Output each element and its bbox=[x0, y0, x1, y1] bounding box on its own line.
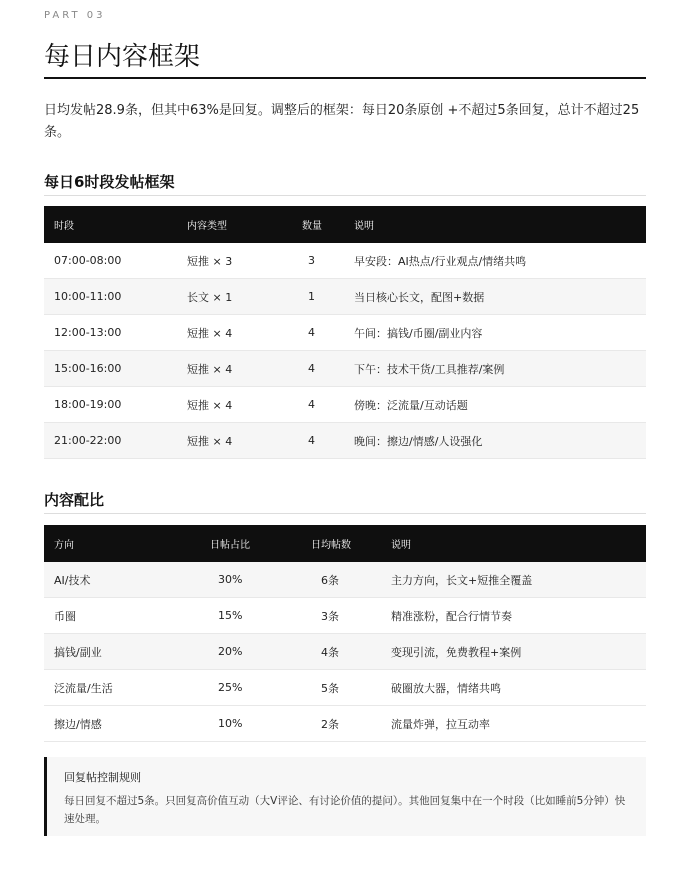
ratio-daily: 5条 bbox=[321, 681, 339, 695]
ratio-note: 主力方向，长文+短推全覆盖 bbox=[391, 573, 533, 587]
ratio-direction: AI/技术 bbox=[54, 573, 91, 587]
ratio-heading: 内容配比 bbox=[44, 491, 105, 509]
ratio-col-daily: 日均帖数 bbox=[311, 540, 351, 551]
schedule-note: 早安段：AI热点/行业观点/情绪共鸣 bbox=[354, 254, 527, 268]
part-label: PART 03 bbox=[44, 10, 106, 21]
ratio-share: 20% bbox=[218, 645, 243, 658]
table-row bbox=[44, 315, 646, 351]
schedule-time: 07:00-08:00 bbox=[54, 254, 122, 267]
schedule-col-count: 数量 bbox=[302, 221, 322, 232]
schedule-note: 晚间：擦边/情感/人设强化 bbox=[354, 434, 483, 448]
schedule-note: 傍晚：泛流量/互动话题 bbox=[354, 398, 468, 412]
table-row bbox=[44, 423, 646, 459]
table-row bbox=[44, 387, 646, 423]
ratio-daily: 3条 bbox=[321, 609, 339, 623]
table-row bbox=[44, 670, 646, 706]
table-row bbox=[44, 598, 646, 634]
table-row bbox=[44, 279, 646, 315]
ratio-note: 变现引流，免费教程+案例 bbox=[391, 645, 522, 659]
ratio-daily: 2条 bbox=[321, 717, 339, 731]
schedule-count: 4 bbox=[308, 326, 315, 339]
schedule-note: 当日核心长文，配图+数据 bbox=[354, 290, 485, 304]
callout-title: 回复帖控制规则 bbox=[64, 771, 141, 784]
ratio-col-note: 说明 bbox=[391, 540, 411, 551]
ratio-direction: 搞钱/副业 bbox=[54, 645, 102, 659]
intro-paragraph: 日均发帖28.9条，但其中63%是回复。调整后的框架：每日20条原创 +不超过5条回复，总计不超过25条。 bbox=[44, 103, 640, 140]
schedule-count: 4 bbox=[308, 362, 315, 375]
ratio-direction: 币圈 bbox=[54, 609, 76, 623]
ratio-col-share: 日帖占比 bbox=[210, 540, 250, 551]
ratio-share: 10% bbox=[218, 717, 243, 730]
reply-rule-callout bbox=[44, 757, 646, 836]
schedule-count: 4 bbox=[308, 398, 315, 411]
schedule-note: 午间：搞钱/币圈/副业内容 bbox=[354, 326, 483, 340]
ratio-note: 流量炸弹，拉互动率 bbox=[391, 717, 490, 731]
schedule-type: 短推 × 4 bbox=[187, 434, 233, 448]
page-title: 每日内容框架 bbox=[44, 42, 201, 72]
schedule-type: 长文 × 1 bbox=[187, 290, 233, 304]
schedule-type: 短推 × 4 bbox=[187, 326, 233, 340]
schedule-time: 10:00-11:00 bbox=[54, 290, 122, 303]
schedule-time: 21:00-22:00 bbox=[54, 434, 122, 447]
schedule-time: 12:00-13:00 bbox=[54, 326, 122, 339]
ratio-note: 破圈放大器，情绪共鸣 bbox=[391, 681, 501, 695]
ratio-share: 15% bbox=[218, 609, 243, 622]
schedule-count: 4 bbox=[308, 434, 315, 447]
ratio-share: 30% bbox=[218, 573, 243, 586]
schedule-count: 1 bbox=[308, 290, 315, 303]
schedule-note: 下午：技术干货/工具推荐/案例 bbox=[354, 362, 505, 376]
table-row bbox=[44, 634, 646, 670]
table-row bbox=[44, 706, 646, 742]
schedule-heading-divider bbox=[44, 195, 646, 196]
schedule-count: 3 bbox=[308, 254, 315, 267]
schedule-col-type: 内容类型 bbox=[187, 221, 227, 232]
schedule-type: 短推 × 4 bbox=[187, 398, 233, 412]
schedule-heading: 每日6时段发帖框架 bbox=[44, 173, 175, 191]
schedule-type: 短推 × 4 bbox=[187, 362, 233, 376]
callout-body: 每日回复不超过5条。只回复高价值互动（大V评论、有讨论价值的提问）。其他回复集中在一个时段（比如睡前5分钟）快速处理。 bbox=[64, 795, 626, 825]
schedule-time: 15:00-16:00 bbox=[54, 362, 122, 375]
ratio-col-direction: 方向 bbox=[54, 540, 74, 551]
ratio-direction: 擦边/情感 bbox=[54, 717, 102, 731]
schedule-type: 短推 × 3 bbox=[187, 254, 233, 268]
table-row bbox=[44, 243, 646, 279]
schedule-time: 18:00-19:00 bbox=[54, 398, 122, 411]
table-row bbox=[44, 562, 646, 598]
title-divider bbox=[44, 77, 646, 79]
schedule-col-note: 说明 bbox=[354, 221, 374, 232]
schedule-table-header bbox=[44, 206, 646, 243]
ratio-share: 25% bbox=[218, 681, 243, 694]
ratio-daily: 4条 bbox=[321, 645, 339, 659]
ratio-table bbox=[44, 525, 646, 742]
ratio-table-header bbox=[44, 525, 646, 562]
ratio-note: 精准涨粉，配合行情节奏 bbox=[391, 609, 512, 623]
ratio-daily: 6条 bbox=[321, 573, 339, 587]
ratio-heading-divider bbox=[44, 513, 646, 514]
table-row bbox=[44, 351, 646, 387]
ratio-direction: 泛流量/生活 bbox=[54, 681, 113, 695]
schedule-table bbox=[44, 206, 646, 459]
schedule-col-time: 时段 bbox=[54, 221, 74, 232]
